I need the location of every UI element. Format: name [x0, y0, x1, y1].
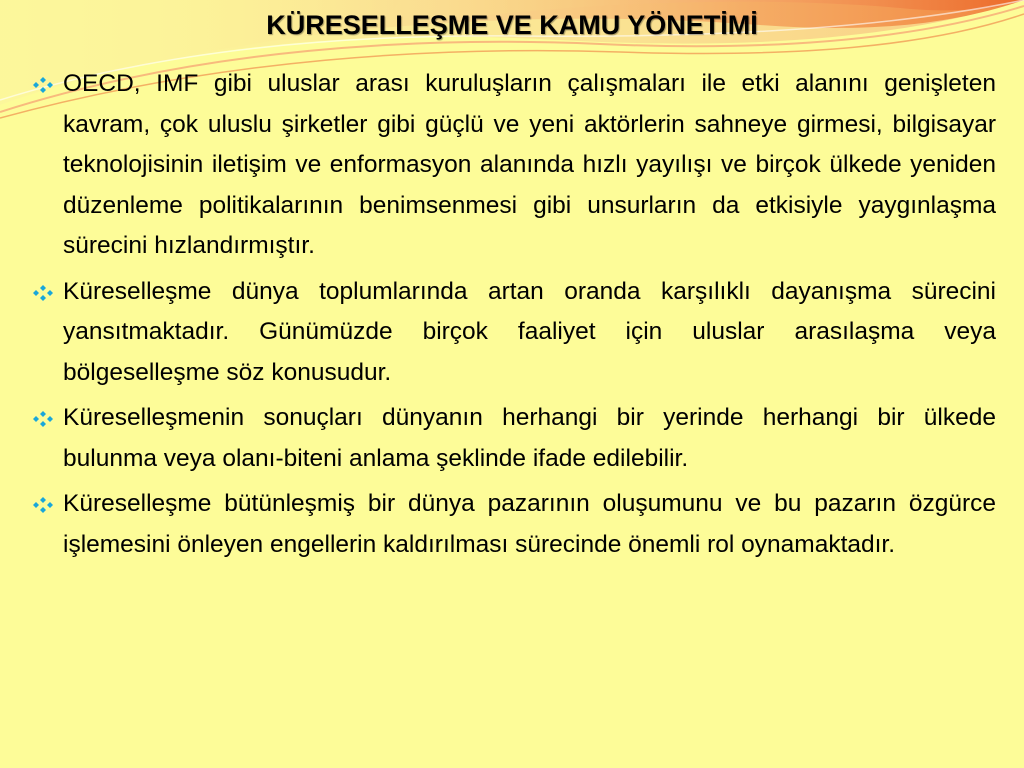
bullet-text: Küreselleşmenin sonuçları dünyanın herhangi bir yerinde herhangi bir ülkede bulunma veya olanı-biteni anlama şeklinde ifade edilebilir.	[63, 404, 996, 472]
diamond-bullet-icon	[32, 285, 54, 301]
bullet-item	[32, 64, 996, 267]
bullet-text: OECD, IMF gibi uluslar arası kuruluşların çalışmaları ile etki alanını genişleten kavram, çok uluslu şirketler gibi güçlü ve yeni aktörlerin sahneye girmesi, bilgisayar teknolojisinin iletişim ve enformasyon alanında hızlı yayılışı ve birçok ülkede yeniden düzenleme politikalarının benimsenmesi gibi unsurların da etkisiyle yaygınlaşma sürecini hızlandırmıştır.	[63, 70, 996, 259]
bullet-text: Küreselleşme dünya toplumlarında artan oranda karşılıklı dayanışma sürecini yansıtmaktadır. Günümüzde birçok faaliyet için uluslar arasılaşma veya bölgeselleşme söz konusudur.	[63, 277, 996, 386]
diamond-bullet-icon	[32, 77, 54, 93]
bullet-item	[32, 484, 996, 565]
diamond-bullet-icon	[32, 497, 54, 513]
bullet-item	[32, 272, 996, 394]
slide-title: KÜRESELLEŞME VE KAMU YÖNETİMİ	[266, 10, 758, 40]
bullet-list	[32, 64, 996, 570]
diamond-bullet-icon	[32, 411, 54, 427]
bullet-item	[32, 398, 996, 479]
bullet-text: Küreselleşme bütünleşmiş bir dünya pazarının oluşumunu ve bu pazarın özgürce işlemesini önleyen engellerin kaldırılması sürecinde önemli rol oynamaktadır.	[63, 490, 996, 558]
